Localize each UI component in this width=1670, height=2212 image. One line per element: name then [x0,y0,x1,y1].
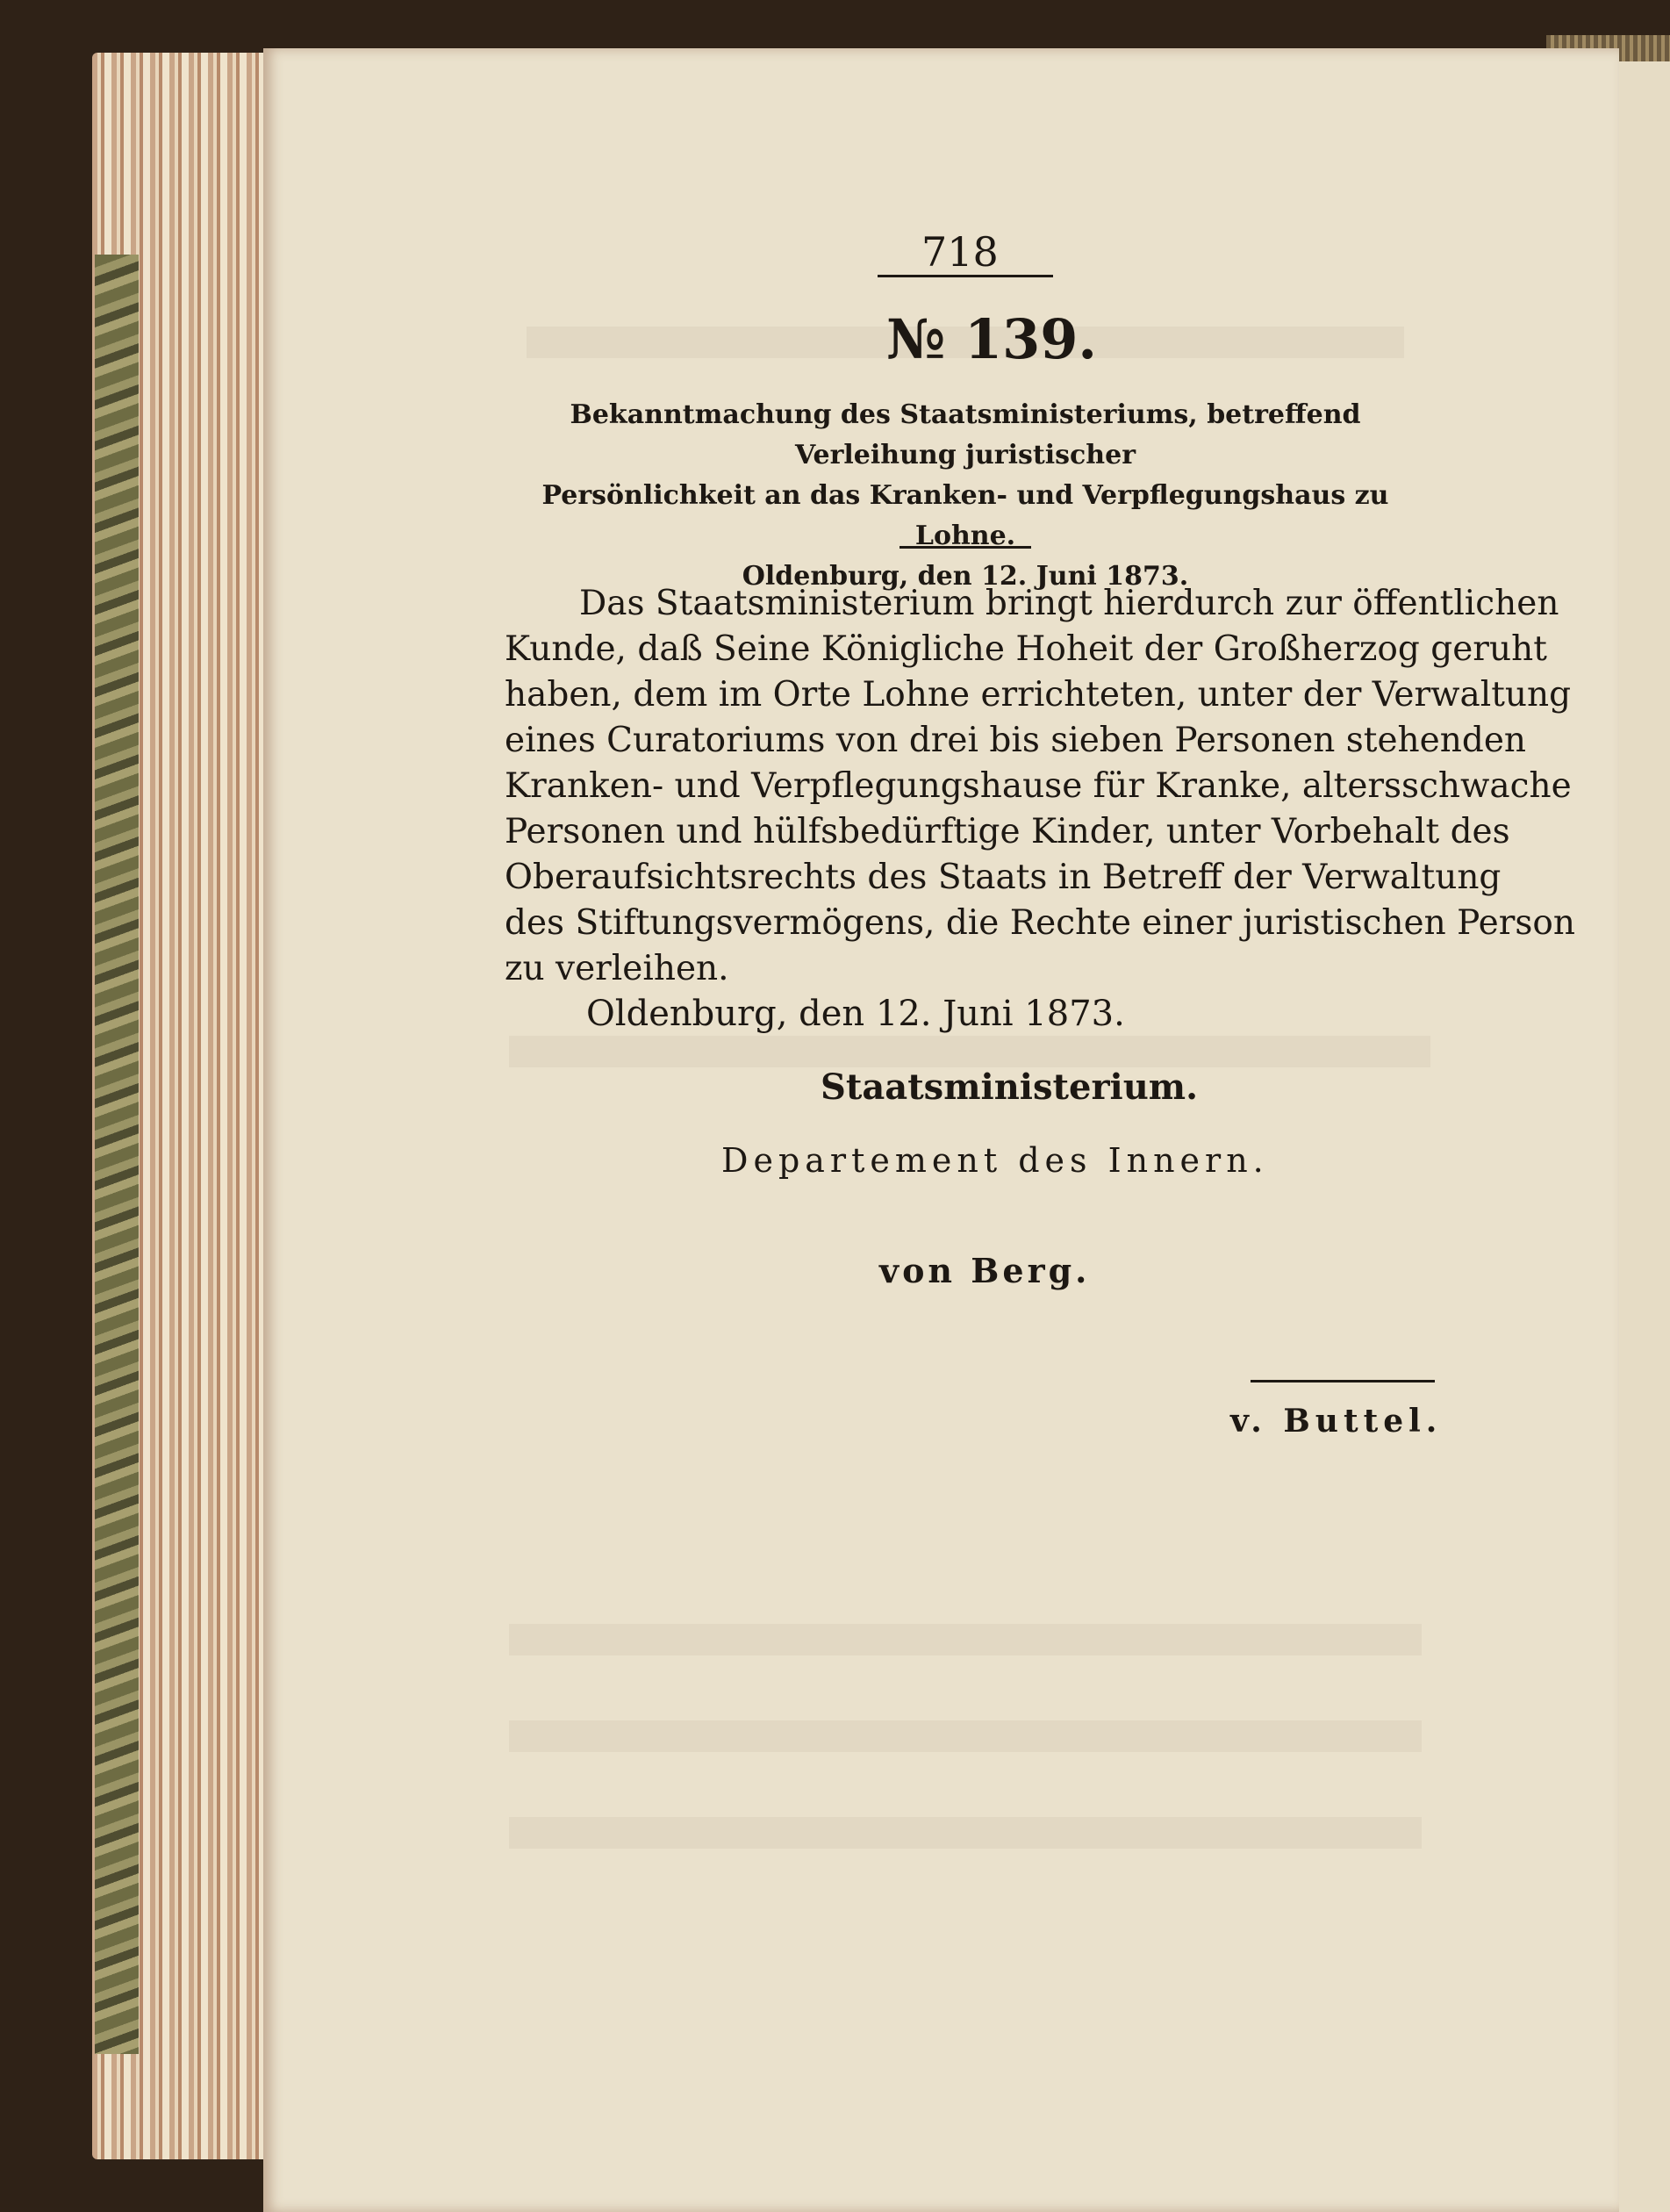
adjacent-page-edge [1615,61,1670,2212]
heading-rule [900,546,1031,549]
document-heading [509,395,1422,597]
body-line: Personen und hülfsbedürftige Kinder, unter Vorbehalt des [505,812,1510,851]
body-line: Oberaufsichtsrechts des Staats in Betreff der Verwaltung [505,858,1502,897]
marbled-cover [95,255,139,2054]
signatory-name: von Berg. [879,1251,1091,1290]
bleed-through-mark [509,1720,1422,1752]
place-date: Oldenburg, den 12. Juni 1873. [586,994,1125,1034]
heading-line: Persönlichkeit an das Kranken- und Verpflegungshaus zu Lohne. [541,480,1389,551]
book-page [263,48,1619,2212]
signatory-name-2: v. Buttel. [1230,1403,1443,1440]
bleed-through-mark [509,1817,1422,1849]
body-line: zu verleihen. [505,949,729,988]
page-number: 718 [921,228,999,276]
page-number-rule [878,275,1053,277]
bleed-through-mark [509,1036,1430,1067]
department-name: Departement des Innern. [721,1141,1269,1180]
document-number: № 139. [886,307,1097,371]
body-line: Das Staatsministerium bringt hierdurch zur öffentlichen [579,584,1559,623]
body-line: haben, dem im Orte Lohne errichteten, unter der Verwaltung [505,675,1572,715]
signature-rule [1251,1380,1435,1382]
heading-line: Bekanntmachung des Staatsministeriums, betreffend Verleihung juristischer [570,399,1361,470]
bleed-through-mark [509,1624,1422,1655]
body-line: eines Curatoriums von drei bis sieben Personen stehenden [505,721,1527,760]
body-line: des Stiftungsvermögens, die Rechte einer juristischen Person [505,903,1575,943]
ministry-signature: Staatsministerium. [821,1066,1199,1108]
body-line: Kranken- und Verpflegungshause für Kranke, altersschwache [505,766,1572,806]
heading-line: Oldenburg, den 12. Juni 1873. [742,561,1189,592]
body-line: Kunde, daß Seine Königliche Hoheit der Großherzog geruht [505,629,1547,669]
